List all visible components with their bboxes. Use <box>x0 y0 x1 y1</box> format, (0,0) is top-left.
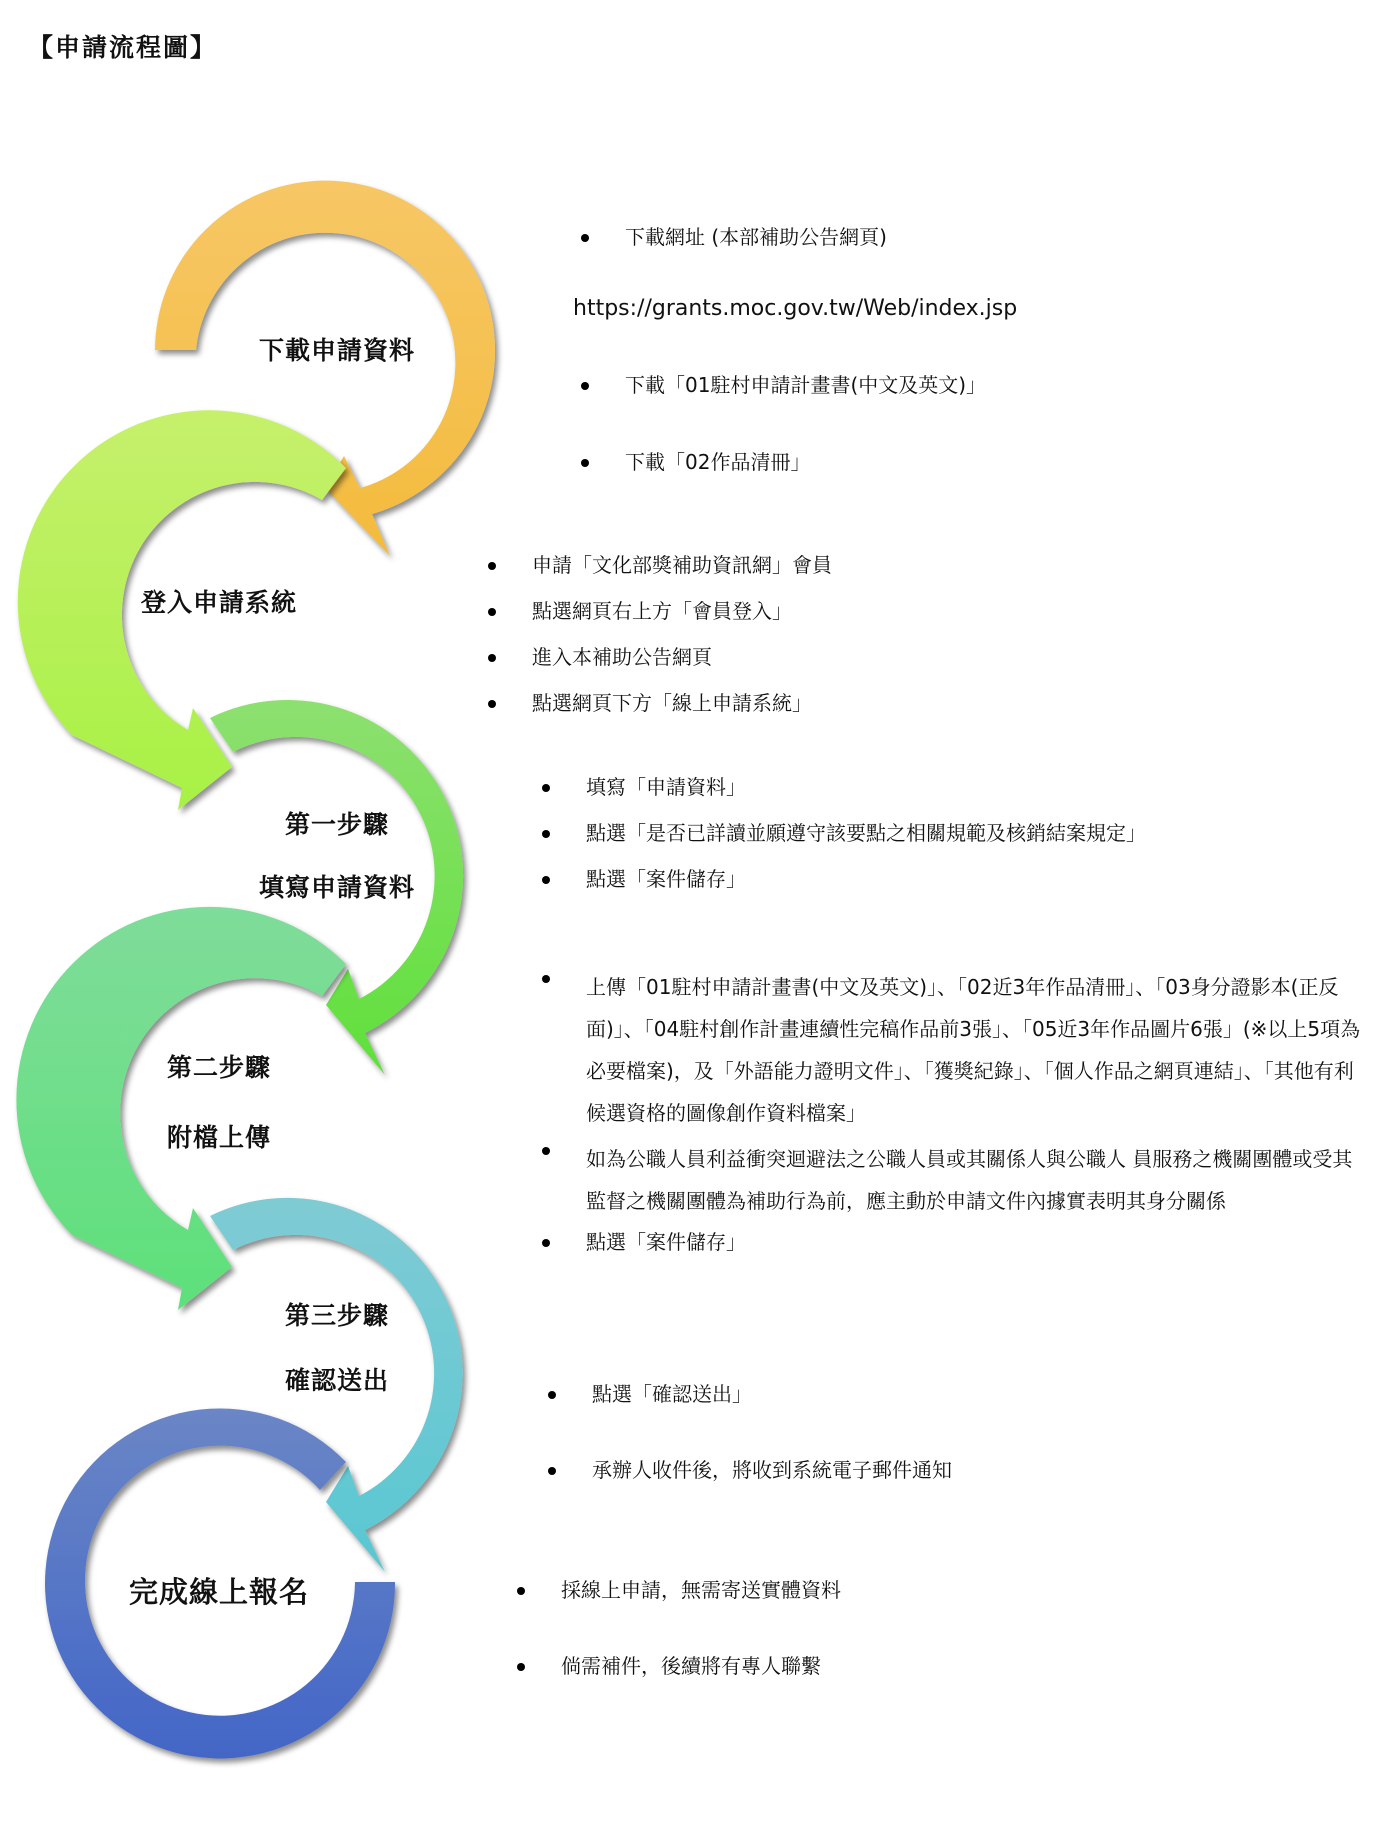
page-title: 【申請流程圖】 <box>28 33 218 62</box>
step4-label: 第二步驟 附檔上傳 <box>166 1053 272 1152</box>
step5-bullets <box>592 1382 952 1483</box>
step3-label: 第一步驟 填寫申請資料 <box>258 810 416 902</box>
download-url: https://grants.moc.gov.tw/Web/index.jsp <box>573 296 1018 321</box>
step2-bullets <box>532 553 832 737</box>
list-item: 點選網頁右上方「會員登入」 <box>532 599 832 645</box>
list-item: 點選「確認送出」 <box>592 1382 952 1458</box>
step6-bullets <box>561 1578 841 1679</box>
list-item: 承辦人收件後，將收到系統電子郵件通知 <box>592 1458 952 1482</box>
step1-label: 下載申請資料 <box>258 336 416 365</box>
step2-label: 登入申請系統 <box>140 588 298 617</box>
step1-bullets-more <box>625 373 986 475</box>
list-item: 採線上申請，無需寄送實體資料 <box>561 1578 841 1654</box>
step5-label: 第三步驟 確認送出 <box>284 1301 390 1395</box>
list-item: 倘需補件，後續將有專人聯繫 <box>561 1654 841 1679</box>
list-item: 下載「01駐村申請計畫書(中文及英文)」 <box>625 373 987 397</box>
list-item: 點選「案件儲存」 <box>586 867 1146 913</box>
list-item: 下載「02作品清冊」 <box>625 450 986 475</box>
list-item: 申請「文化部獎補助資訊網」會員 <box>532 553 832 599</box>
list-item: 填寫「申請資料」 <box>586 775 1146 821</box>
list-item: 如為公職人員利益衝突迴避法之公職人員或其關係人與公職人 員服務之機關團體或受其監督之機關團體為補助行為前，應主動於申請文件內據實表明其身分關係 <box>586 1138 1370 1222</box>
step1-arrow <box>155 181 495 556</box>
list-item: 下載網址 (本部補助公告網頁) <box>625 225 887 249</box>
list-item: 進入本補助公告網頁 <box>532 645 832 691</box>
step6-label: 完成線上報名 <box>128 1575 310 1609</box>
list-item: 上傳「01駐村申請計畫書(中文及英文)」、「02近3年作品清冊」、「03身分證影本(正反面)」、「04駐村創作計畫連續性完稿作品前3張」、「05近3年作品圖片6張」(※以上5項為必要檔案)，及「外語能力證明文件」、「獲獎紀錄」、「個人作品之網頁連結」、「其他有利候選資格的圖像創作資料檔案」 <box>586 966 1370 1134</box>
step1-bullets <box>625 225 887 250</box>
list-item: 點選「是否已詳讀並願遵守該要點之相關規範及核銷結案規定」 <box>586 821 1146 867</box>
list-item: 點選「案件儲存」 <box>586 1230 1370 1255</box>
step3-bullets <box>586 775 1146 913</box>
step4-bullets <box>586 966 1370 1255</box>
list-item: 點選網頁下方「線上申請系統」 <box>532 691 832 737</box>
